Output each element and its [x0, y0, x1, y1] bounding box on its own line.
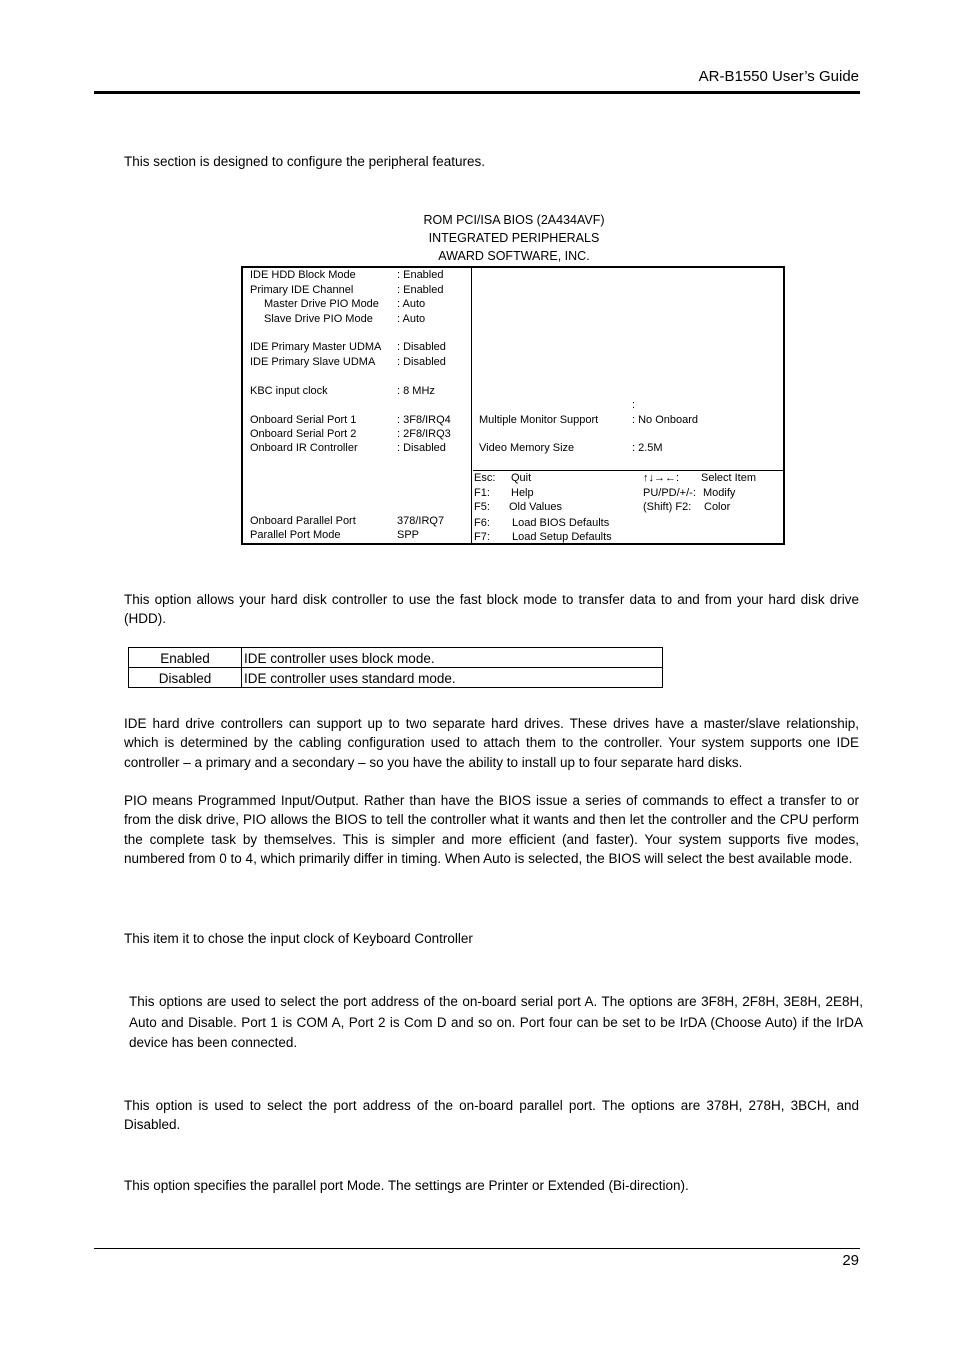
parallel-port-description: This option is used to select the port address of the on-board parallel port. The options are 378H, 278H, 3BCH, and Disabled.: [124, 1098, 859, 1133]
header-rule: [94, 91, 860, 94]
bios-item-label: Onboard Serial Port 2: [250, 428, 357, 440]
intro-text: This section is designed to configure the peripheral features.: [124, 154, 485, 169]
bios-item-value: : Auto: [397, 298, 426, 310]
key-action: Select Item: [701, 472, 757, 484]
key-action: Modify: [703, 487, 736, 499]
serial-port-description: This options are used to select the port address of the on-board serial port A. The options are 3F8H, 2F8H, 3E8H, 2E8H, Auto and Disable. Port 1 is COM A, Port 2 is Com D and so on. Port four can be set to be IrDA (Choose Auto) if the IrDA device has been connected.: [129, 994, 863, 1050]
key-name: (Shift) F2:: [643, 501, 692, 513]
bios-item-label: Slave Drive PIO Mode: [264, 313, 373, 325]
bios-item-label: Onboard IR Controller: [250, 442, 358, 454]
key-name: F5:: [474, 501, 490, 513]
bios-item-value: : Disabled: [397, 442, 446, 454]
bios-item-value: : 2.5M: [632, 442, 663, 454]
bios-item-value: SPP: [397, 529, 420, 541]
bios-item-value: : Disabled: [397, 341, 446, 353]
bios-item-label: Onboard Parallel Port: [250, 515, 356, 527]
bios-item-value: 378/IRQ7: [397, 515, 445, 527]
key-name: ↑↓→←:: [643, 472, 680, 484]
bios-item-label: Onboard Serial Port 1: [250, 414, 357, 426]
bios-header-line-1: ROM PCI/ISA BIOS (2A434AVF): [423, 213, 605, 227]
key-action: Load BIOS Defaults: [512, 517, 610, 529]
key-name: PU/PD/+/-:: [643, 487, 696, 499]
description-cell: IDE controller uses standard mode.: [242, 668, 663, 688]
option-cell: Disabled: [129, 668, 242, 688]
key-action: Quit: [511, 472, 532, 484]
description-cell: IDE controller uses block mode.: [242, 648, 663, 668]
bios-item-label: Video Memory Size: [479, 442, 575, 454]
bios-item-value: : Auto: [397, 313, 426, 325]
bios-header-line-3: AWARD SOFTWARE, INC.: [438, 249, 590, 263]
bios-item-label: Multiple Monitor Support: [479, 414, 599, 426]
key-name: F1:: [474, 487, 490, 499]
page-header-title: AR-B1550 User’s Guide: [698, 68, 859, 85]
bios-item-value: : No Onboard: [632, 414, 699, 426]
bios-item-value: : Disabled: [397, 356, 446, 368]
key-action: Color: [704, 501, 731, 513]
key-action: Old Values: [509, 501, 562, 513]
bios-item-label: Parallel Port Mode: [250, 529, 341, 541]
key-name: Esc:: [474, 472, 496, 484]
kbc-clock-description: This item it to chose the input clock of Keyboard Controller: [124, 931, 473, 946]
pio-description: PIO means Programmed Input/Output. Rather than have the BIOS issue a series of commands to effect a transfer to or from the disk drive, PIO allows the BIOS to tell the controller what it wants and then let the controller and the CPU perform the complete task by themselves. This is simpler and more efficient (and faster). Your system supports five modes, numbered from 0 to 4, which primarily differ in timing. When Auto is selected, the BIOS will select the best available mode.: [124, 793, 859, 866]
key-action: Load Setup Defaults: [512, 531, 612, 543]
page-number: 29: [842, 1252, 859, 1269]
option-cell: Enabled: [129, 648, 242, 668]
bios-item-label: Master Drive PIO Mode: [264, 298, 379, 310]
bios-item-value: : 2F8/IRQ3: [397, 428, 451, 440]
bios-item-label: IDE Primary Slave UDMA: [250, 356, 376, 368]
bios-item-value: : 8 MHz: [397, 385, 435, 397]
bios-item-label: Primary IDE Channel: [250, 284, 354, 296]
bios-item-value: : 3F8/IRQ4: [397, 414, 451, 426]
bios-item-value: : Enabled: [397, 284, 444, 296]
bios-item-value: :: [632, 399, 636, 411]
bios-item-label: KBC input clock: [250, 385, 328, 397]
table-row: [129, 648, 663, 668]
ide-drives-description: IDE hard drive controllers can support up to two separate hard drives. These drives have a master/slave relationship, which is determined by the cabling configuration used to attach them to the controller. Your system supports one IDE controller – a primary and a secondary – so you have the ability to install up to four separate hard disks.: [124, 716, 859, 770]
hdd-block-mode-description: This option allows your hard disk controller to use the fast block mode to transfer data to and from your hard disk drive (HDD).: [124, 592, 859, 627]
key-action: Help: [511, 487, 534, 499]
key-name: F6:: [474, 517, 490, 529]
table-row: [129, 668, 663, 688]
bios-item-value: : Enabled: [397, 269, 444, 281]
bios-item-label: IDE Primary Master UDMA: [250, 341, 382, 353]
bios-item-label: IDE HDD Block Mode: [250, 269, 356, 281]
parallel-port-mode-description: This option specifies the parallel port Mode. The settings are Printer or Extended (Bi-direction).: [124, 1178, 689, 1193]
bios-header-line-2: INTEGRATED PERIPHERALS: [428, 231, 600, 245]
footer-rule: [94, 1248, 860, 1249]
key-name: F7:: [474, 531, 490, 543]
hdd-block-mode-table: [128, 647, 663, 688]
